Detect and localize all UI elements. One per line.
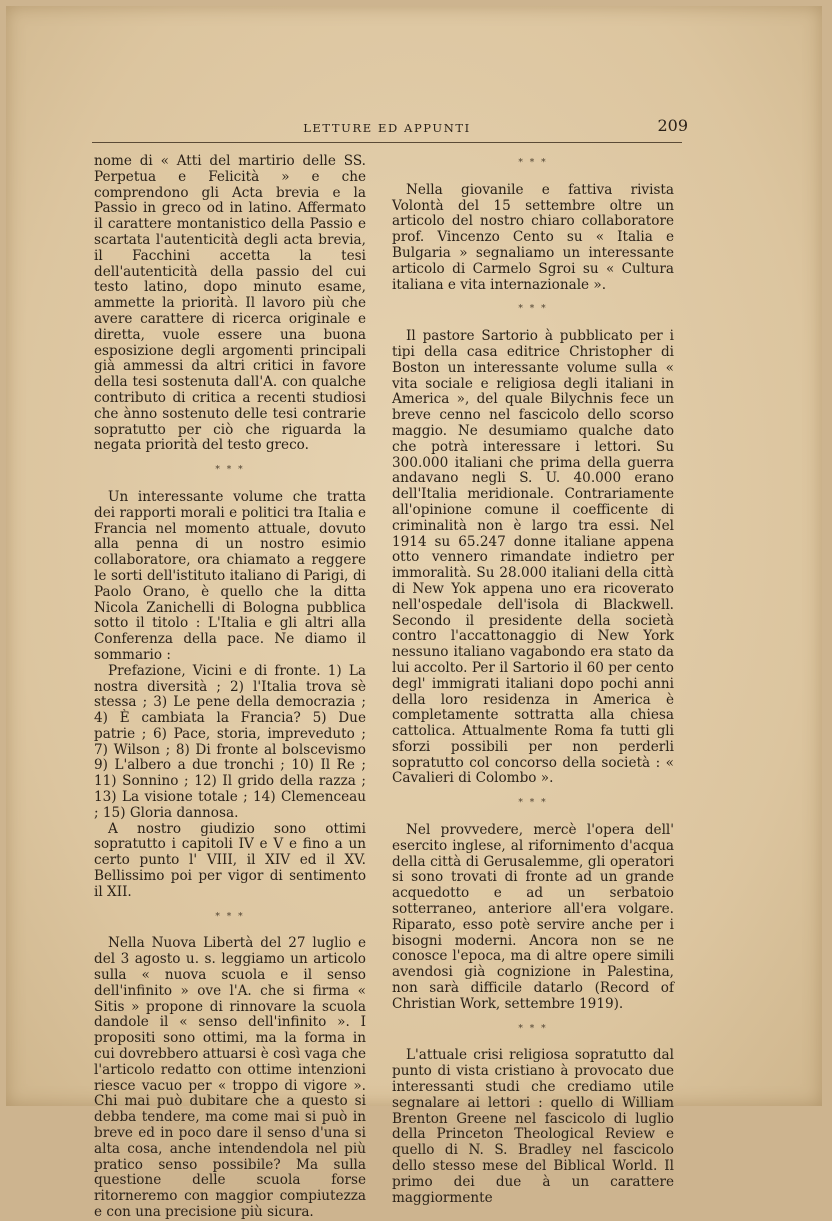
paragraph: Il pastore Sartorio à pubblicato per i tipi della casa editrice Christopher di Boston un interessante volume sulla « vita sociale e religiosa degli italiani in America », del quale Bilychnis fece un breve cenno nel fascicolo dello scorso maggio. Ne desumiamo qualche dato che potrà interessare i lettori. Su 300.000 italiani che prima della guerra andavano negli S. U. 40.000 erano dell'Italia meridionale. Contrariamente all'opinione comune il coefficente di criminalità non è largo tra essi. Nel 1914 su 65.247 donne italiane appena otto vennero rimandate indietro per immoralità. Su 28.000 italiani della città di New Yok appena uno era ricoverato nell'ospedale dell'isola di Blackwell. Secondo il presidente della società contro l'accattonaggio di New York nessuno italiano vagabondo era stato da lui accolto. Per il Sartorio il 60 per cento degl' immigrati italiani dopo pochi anni della loro residenza in America è completamente sottratta alla chiesa cattolica. Attualmente Roma fa tutti gli sforzi possibili per non perderli sopratutto col concorso della società : « Cavalieri di Colombo ». (392, 328, 674, 787)
page-sheet (6, 6, 822, 1220)
paragraph: nome di « Atti del martirio delle SS. Perpetua e Felicità » e che comprendono gli Acta brevia e la Passio in greco od in latino. Affermato il carattere montanistico della Passio e scartata l'autenticità degli acta brevia, il Facchini accetta la tesi dell'autenticità della passio del cui testo latino, dopo minuto esame, ammette la priorità. Il lavoro più che avere carattere di ricerca originale e diretta, vuole essere una buona esposizione degli argomenti principali già ammessi da altri critici in favore della tesi sostenuta dall'A. con qualche contributo di critica a recenti studiosi che ànno sostenuto delle tesi contrarie sopratutto per ciò che riguarda la negata priorità del testo greco. (94, 153, 366, 454)
section-separator: * * * (518, 798, 548, 809)
running-title: LETTURE ED APPUNTI (303, 121, 471, 135)
right-column (392, 154, 674, 1206)
section-separator: * * * (215, 465, 245, 476)
paragraph: Un interessante volume che tratta dei rapporti morali e politici tra Italia e Francia nel momento attuale, dovuto alla penna di un nostro esimio collaboratore, ora chiamato a reggere le sorti dell'istituto italiano di Parigi, di Paolo Orano, è quello che la ditta Nicola Zanichelli di Bologna pubblica sotto il titolo : L'Italia e gli altri alla Conferenza della pace. Ne diamo il sommario : (94, 488, 366, 663)
paragraph: Nel provvedere, mercè l'opera dell' esercito inglese, al rifornimento d'acqua della città di Gerusalemme, gli operatori si sono trovati di fronte ad un grande acquedotto e ad un serbatoio sotterraneo, anteriore all'era volgare. Riparato, esso potè servire anche per i bisogni moderni. Ancora non se ne conosce l'epoca, ma di altre opere simili avendosi già cognizione in Palestina, non sarà difficile datarlo (Record of Christian Work, settembre 1919). (392, 822, 674, 1012)
running-header (92, 116, 688, 143)
paragraph: Nella Nuova Libertà del 27 luglio e del 3 agosto u. s. leggiamo un articolo sulla « nuova scuola e il senso dell'infinito » ove l'A. che si firma « Sitis » propone di rinnovare la scuola dandole il « senso dell'infinito ». I propositi sono ottimi, ma la forma in cui dovrebbero attuarsi è così vaga che l'articolo redatto con ottime intenzioni riesce vacuo per « troppo di vigore ». Chi mai può dubitare che a questo si debba tendere, ma come mai si può in breve ed in poco dare il senso d'una si alta cosa, anche intendendola nel più pratico senso possibile? Ma sulla questione delle scuola forse ritorneremo con maggior compiutezza e con una precisione più sicura. (94, 935, 366, 1220)
left-column (94, 154, 366, 1221)
section-separator: * * * (518, 1023, 548, 1034)
paragraph: Nella giovanile e fattiva rivista Volontà del 15 settembre oltre un articolo del nostro chiaro collaboratore prof. Vincenzo Cento su « Italia e Bulgaria » segnaliamo un interessante articolo di Carmelo Sgroi su « Cultura italiana e vita internazionale ». (392, 181, 674, 293)
page-number: 209 (657, 116, 688, 135)
paragraph: L'attuale crisi religiosa sopratutto dal punto di vista cristiano à provocato due interessanti studi che crediamo utile segnalare ai lettori : quello di William Brenton Greene nel fascicolo di luglio della Princeton Theological Review e quello di N. S. Bradley nel fascicolo dello stesso mese del Biblical World. Il primo dei due à un carattere maggiormente (392, 1047, 674, 1206)
section-separator: * * * (518, 158, 548, 168)
section-separator: * * * (215, 911, 245, 922)
section-separator: * * * (518, 304, 548, 315)
paragraph: Prefazione, Vicini e di fronte. 1) La nostra diversità ; 2) l'Italia trova sè stessa ; 3) Le pene della democrazia ; 4) È cambiata la Francia? 5) Due patrie ; 6) Pace, storia, impreveduto ; 7) Wilson ; 8) Di fronte al bolscevismo 9) L'albero a due tronchi ; 10) Il Re ; 11) Sonnino ; 12) Il grido della razza ; 13) La visione totale ; 14) Clemenceau ; 15) Gloria dannosa. (94, 662, 366, 821)
paragraph: A nostro giudizio sono ottimi sopratutto i capitoli IV e V e fino a un certo punto l' VIII, il XIV ed il XV. Bellissimo poi per vigor di sentimento il XII. (94, 820, 366, 900)
